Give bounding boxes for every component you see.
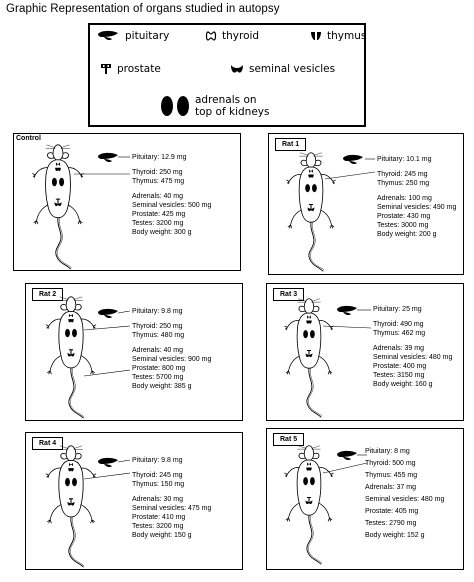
pituitary-value: Pituitary: 9.8 mg <box>132 457 183 464</box>
adrenals-value: Adrenals: 37 mg <box>365 484 416 491</box>
thyroid-value: Thyroid: 490 mg <box>373 321 424 328</box>
panel-rat-5 <box>266 428 464 570</box>
legend-item-seminal-vesicles <box>230 63 335 75</box>
seminal-vesicles-value: Seminal vesicles: 500 mg <box>132 202 212 209</box>
legend-label-thyroid: thyroid <box>222 30 260 42</box>
seminal-vesicles-value: Seminal vesicles: 480 mg <box>373 354 453 361</box>
panel-rat-4 <box>25 432 243 570</box>
panel-label: Control <box>16 135 41 142</box>
adrenals-value: Adrenals: 40 mg <box>132 193 183 200</box>
panel-label: Rat 5 <box>273 433 304 446</box>
thyroid-icon <box>205 30 217 42</box>
panel-control <box>13 133 241 271</box>
prostate-value: Prostate: 430 mg <box>377 213 431 220</box>
adrenals-value: Adrenals: 100 mg <box>377 195 432 202</box>
body-weight-value: Body weight: 300 g <box>132 229 192 236</box>
organ-data <box>132 456 211 540</box>
organ-data <box>373 305 452 389</box>
prostate-value: Prostate: 800 mg <box>132 365 186 372</box>
testes-value: Testes: 5700 mg <box>132 374 184 381</box>
legend-label-pituitary: pituitary <box>125 30 170 42</box>
prostate-value: Prostate: 410 mg <box>132 514 186 521</box>
pituitary-icon <box>98 30 120 42</box>
legend-item-thyroid <box>205 30 259 42</box>
thymus-value: Thymus: 250 mg <box>377 180 430 187</box>
seminal-vesicles-value: Seminal vesicles: 480 mg <box>365 496 445 503</box>
thyroid-value: Thyroid: 250 mg <box>132 323 183 330</box>
thyroid-value: Thyroid: 245 mg <box>377 171 428 178</box>
pituitary-value: Pituitary: 25 mg <box>373 306 422 313</box>
thyroid-value: Thyroid: 250 mg <box>132 169 183 176</box>
organ-data <box>365 446 444 542</box>
prostate-value: Prostate: 425 mg <box>132 211 186 218</box>
body-weight-value: Body weight: 200 g <box>377 231 437 238</box>
testes-value: Testes: 3200 mg <box>132 220 184 227</box>
seminal-vesicles-value: Seminal vesicles: 900 mg <box>132 356 212 363</box>
thymus-value: Thymus: 462 mg <box>373 330 426 337</box>
thymus-icon <box>310 30 322 42</box>
prostate-icon <box>100 63 112 75</box>
seminal-vesicles-value: Seminal vesicles: 490 mg <box>377 204 457 211</box>
body-weight-value: Body weight: 152 g <box>365 532 425 539</box>
legend-item-pituitary <box>98 30 169 42</box>
thymus-value: Thymus: 455 mg <box>365 472 418 479</box>
panel-label: Rat 4 <box>32 437 63 450</box>
adrenals-value: Adrenals: 30 mg <box>132 496 183 503</box>
pituitary-value: Pituitary: 8 mg <box>365 448 410 455</box>
organ-data <box>132 307 211 391</box>
pituitary-value: Pituitary: 9.8 mg <box>132 308 183 315</box>
panel-rat-2 <box>25 283 243 421</box>
thymus-value: Thymus: 150 mg <box>132 481 185 488</box>
pituitary-value: Pituitary: 12.9 mg <box>132 154 187 161</box>
legend-label-prostate: prostate <box>117 63 161 75</box>
legend-item-thymus <box>310 30 366 42</box>
panel-rat-3 <box>266 283 464 421</box>
legend-label-thymus: thymus <box>327 30 367 42</box>
prostate-value: Prostate: 405 mg <box>365 508 419 515</box>
organ-data <box>377 155 456 239</box>
testes-value: Testes: 3150 mg <box>373 372 425 379</box>
thymus-value: Thymus: 475 mg <box>132 178 185 185</box>
adrenals-kidneys-icon <box>160 95 190 117</box>
seminal-vesicles-icon <box>230 63 244 75</box>
adrenals-value: Adrenals: 40 mg <box>132 347 183 354</box>
thymus-value: Thymus: 480 mg <box>132 332 185 339</box>
panel-label: Rat 2 <box>32 288 63 301</box>
adrenals-value: Adrenals: 39 mg <box>373 345 424 352</box>
seminal-vesicles-value: Seminal vesicles: 475 mg <box>132 505 212 512</box>
page-title: Graphic Representation of organs studied in autopsy <box>6 3 280 15</box>
organ-legend <box>88 23 366 127</box>
legend-label-adrenals-line2: top of kidneys <box>195 106 270 118</box>
legend-label-seminal-vesicles: seminal vesicles <box>249 63 336 75</box>
panel-label: Rat 3 <box>273 288 304 301</box>
legend-label-adrenals-line1: adrenals on <box>195 94 257 106</box>
prostate-value: Prostate: 400 mg <box>373 363 427 370</box>
organ-data <box>132 153 211 237</box>
panel-label: Rat 1 <box>275 138 306 151</box>
legend-item-adrenals <box>160 94 269 118</box>
thyroid-value: Thyroid: 245 mg <box>132 472 183 479</box>
body-weight-value: Body weight: 385 g <box>132 383 192 390</box>
panel-rat-1 <box>268 133 464 275</box>
body-weight-value: Body weight: 160 g <box>373 381 433 388</box>
pituitary-value: Pituitary: 10.1 mg <box>377 156 432 163</box>
legend-item-prostate <box>100 63 161 75</box>
thyroid-value: Thyroid: 500 mg <box>365 460 416 467</box>
body-weight-value: Body weight: 150 g <box>132 532 192 539</box>
testes-value: Testes: 2790 mg <box>365 520 417 527</box>
testes-value: Testes: 3000 mg <box>377 222 429 229</box>
testes-value: Testes: 3200 mg <box>132 523 184 530</box>
